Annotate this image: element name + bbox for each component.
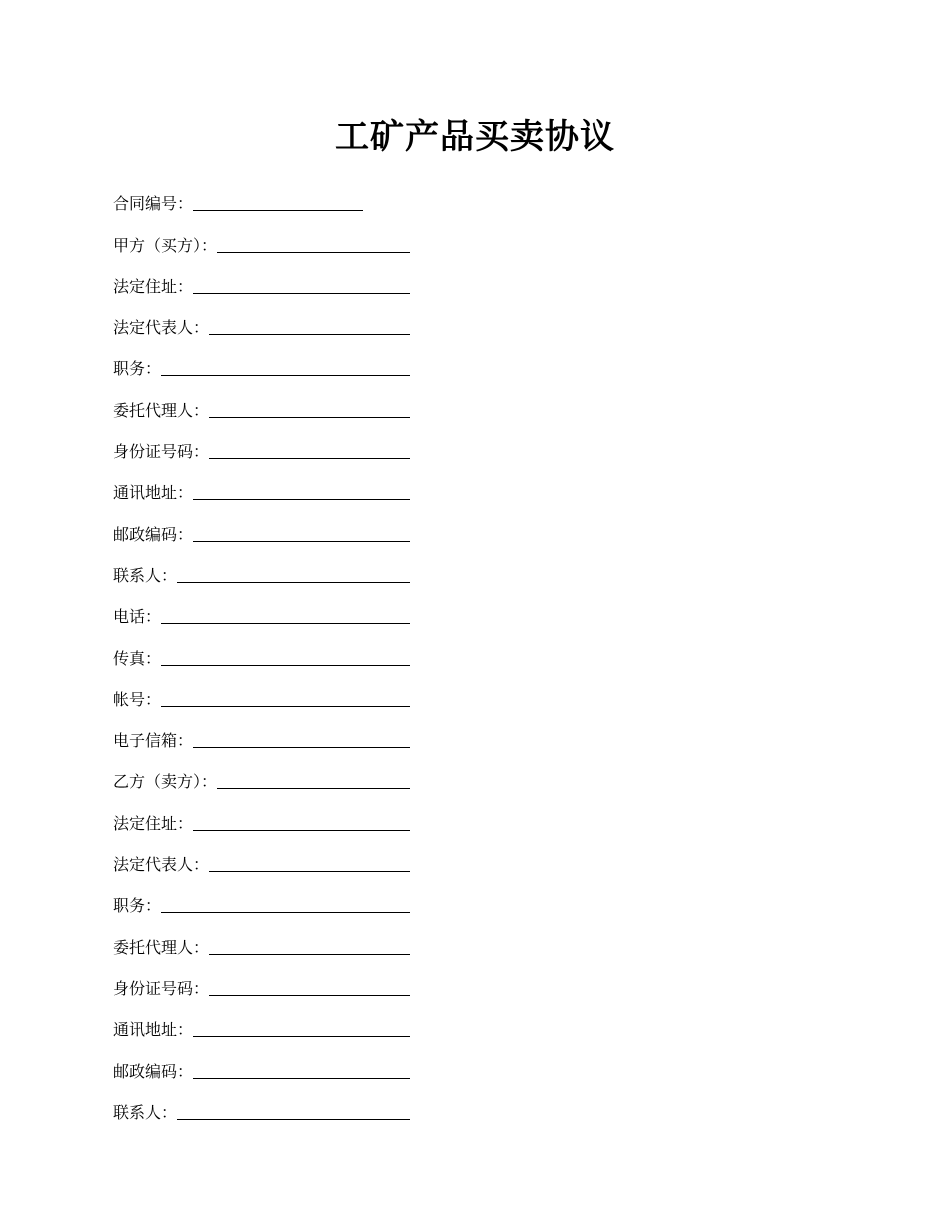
field-label: 邮政编码： (113, 524, 194, 544)
form-field-row (113, 672, 433, 713)
field-blank-line[interactable] (193, 498, 410, 500)
field-label: 法定住址： (113, 276, 194, 296)
field-label: 通讯地址： (113, 483, 194, 503)
field-blank-line[interactable] (209, 953, 410, 955)
field-blank-line[interactable] (193, 1077, 410, 1079)
form-field-row (113, 961, 433, 1002)
form-field-row (113, 754, 433, 795)
document-title: 工矿产品买卖协议 (335, 117, 615, 157)
form-field-row (113, 217, 433, 258)
field-label: 邮政编码： (113, 1061, 194, 1081)
field-label: 传真： (113, 648, 162, 668)
form-field-row (113, 630, 433, 671)
form-field-row (113, 300, 433, 341)
form-field-row (113, 259, 433, 300)
form-field-row (113, 919, 433, 960)
form-field-row (113, 465, 433, 506)
field-label: 联系人： (113, 565, 178, 585)
field-label: 甲方（买方）： (113, 235, 218, 255)
field-label: 乙方（卖方）： (113, 772, 218, 792)
field-blank-line[interactable] (161, 705, 410, 707)
field-blank-line[interactable] (193, 540, 410, 542)
form-field-row (113, 1085, 433, 1126)
field-blank-line[interactable] (161, 622, 410, 624)
form-field-row (113, 1002, 433, 1043)
form-field-row (113, 382, 433, 423)
field-label: 法定代表人： (113, 855, 210, 875)
form-field-row (113, 795, 433, 836)
form-field-row (113, 837, 433, 878)
field-blank-line[interactable] (217, 251, 410, 253)
field-label: 帐号： (113, 689, 162, 709)
form-field-row (113, 548, 433, 589)
field-label: 委托代理人： (113, 400, 210, 420)
party-info-fields (113, 176, 433, 1126)
field-label: 法定住址： (113, 813, 194, 833)
field-label: 委托代理人： (113, 937, 210, 957)
form-field-row (113, 176, 433, 217)
field-blank-line[interactable] (209, 416, 410, 418)
field-blank-line[interactable] (161, 664, 410, 666)
field-blank-line[interactable] (193, 1035, 410, 1037)
field-label: 合同编号： (113, 194, 194, 214)
form-field-row (113, 506, 433, 547)
field-blank-line[interactable] (193, 292, 410, 294)
field-label: 法定代表人： (113, 318, 210, 338)
field-blank-line[interactable] (209, 994, 410, 996)
field-blank-line[interactable] (193, 209, 363, 211)
field-label: 身份证号码： (113, 978, 210, 998)
field-label: 通讯地址： (113, 1020, 194, 1040)
field-label: 身份证号码： (113, 442, 210, 462)
field-blank-line[interactable] (209, 457, 410, 459)
field-blank-line[interactable] (217, 787, 410, 789)
field-label: 职务： (113, 359, 162, 379)
field-blank-line[interactable] (161, 374, 410, 376)
field-label: 电子信箱： (113, 731, 194, 751)
field-blank-line[interactable] (177, 1118, 410, 1120)
field-blank-line[interactable] (193, 829, 410, 831)
form-field-row (113, 589, 433, 630)
form-field-row (113, 878, 433, 919)
field-label: 职务： (113, 896, 162, 916)
field-blank-line[interactable] (177, 581, 410, 583)
field-blank-line[interactable] (209, 333, 410, 335)
field-blank-line[interactable] (209, 870, 410, 872)
form-field-row (113, 1043, 433, 1084)
field-blank-line[interactable] (193, 746, 410, 748)
form-field-row (113, 713, 433, 754)
field-label: 联系人： (113, 1102, 178, 1122)
form-field-row (113, 424, 433, 465)
field-blank-line[interactable] (161, 911, 410, 913)
form-field-row (113, 341, 433, 382)
field-label: 电话： (113, 607, 162, 627)
